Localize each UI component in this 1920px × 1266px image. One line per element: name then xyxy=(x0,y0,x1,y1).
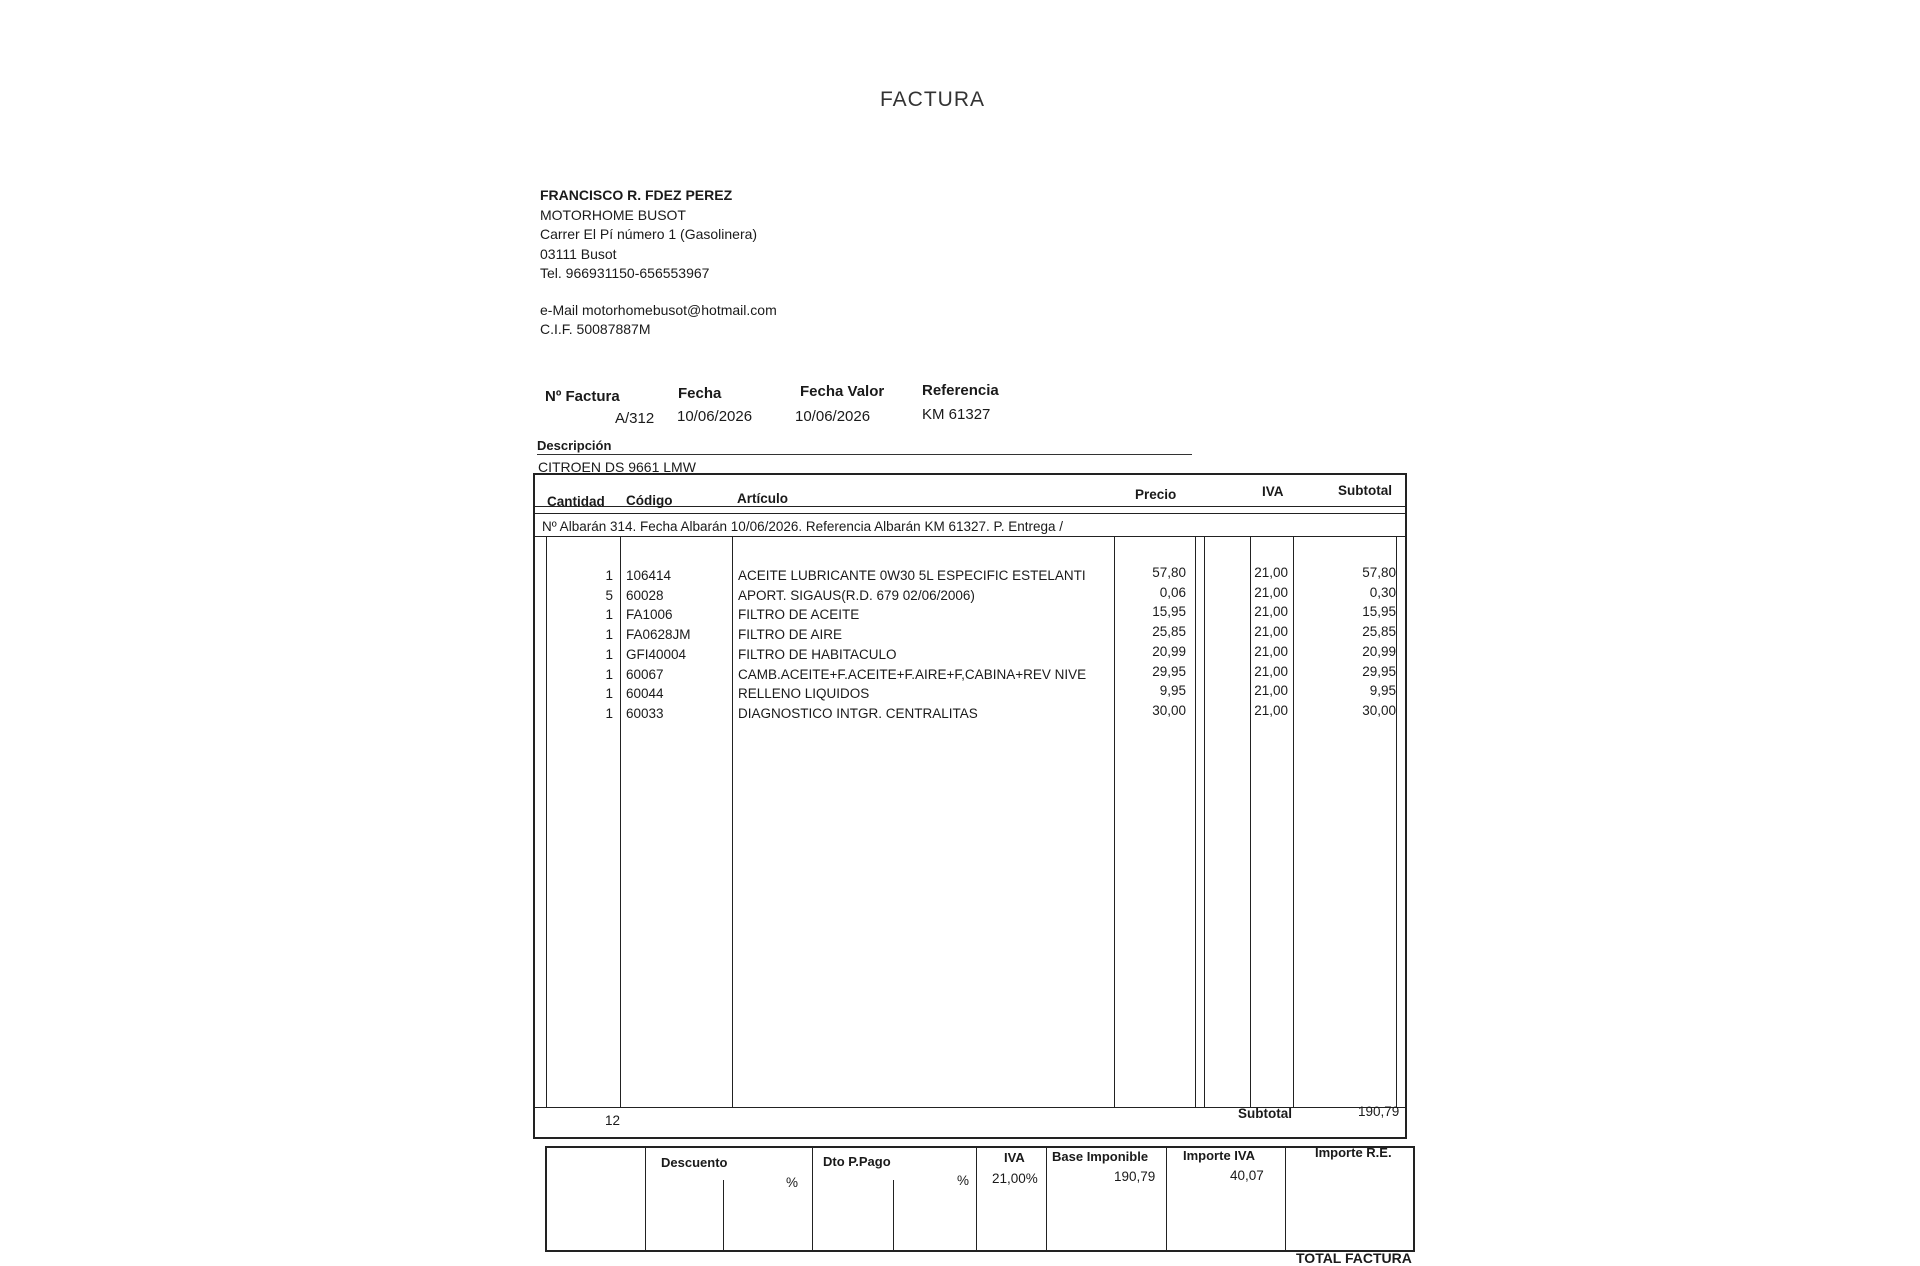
col-divider-vat xyxy=(1250,536,1251,1107)
invoice-date: 10/06/2026 xyxy=(677,408,753,425)
note-rule xyxy=(533,536,1407,537)
row-price: 29,95 xyxy=(1152,663,1186,679)
row-code: GFI40004 xyxy=(626,646,687,662)
summary-divider-7 xyxy=(1166,1146,1167,1252)
dto-percent: % xyxy=(957,1173,970,1188)
reference-value: KM 61327 xyxy=(922,406,991,423)
header-rule-double xyxy=(533,513,1407,514)
summary-divider-6 xyxy=(1046,1146,1047,1252)
summary-divider-1 xyxy=(645,1146,646,1252)
col-divider-article xyxy=(1114,536,1115,1107)
delivery-note: Nº Albarán 314. Fecha Albarán 10/06/2026. Referencia Albarán KM 61327. P. Entrega / xyxy=(542,519,1064,534)
dto-label: Dto P.Pago xyxy=(823,1154,891,1169)
col-header-price: Precio xyxy=(1135,487,1177,502)
description-rule xyxy=(537,454,1192,455)
base-value: 190,79 xyxy=(1114,1169,1156,1184)
row-article: ACEITE LUBRICANTE 0W30 5L ESPECIFIC ESTELANTI xyxy=(738,568,1086,583)
vat-rate-label: IVA xyxy=(1004,1150,1025,1165)
row-qty: 1 xyxy=(605,568,613,583)
col-header-subtotal: Subtotal xyxy=(1338,483,1392,498)
row-code: 60044 xyxy=(626,686,664,702)
row-qty: 1 xyxy=(605,666,613,682)
col-header-article: Artículo xyxy=(737,491,789,506)
description-label: Descripción xyxy=(537,438,612,453)
col-divider-price-b xyxy=(1204,536,1205,1107)
row-qty: 1 xyxy=(605,686,613,702)
row-code: 60033 xyxy=(626,705,664,721)
row-price: 15,95 xyxy=(1152,604,1186,620)
row-vat: 21,00 xyxy=(1254,683,1288,699)
row-subtotal: 57,80 xyxy=(1362,565,1396,580)
vat-amount-label: Importe IVA xyxy=(1183,1148,1255,1163)
col-header-qty: Cantidad xyxy=(547,494,605,509)
row-vat: 21,00 xyxy=(1254,643,1288,659)
seller-cif: C.I.F. 50087887M xyxy=(540,321,651,337)
row-vat: 21,00 xyxy=(1254,604,1288,620)
seller-company: MOTORHOME BUSOT xyxy=(540,206,686,223)
total-invoice-label: TOTAL FACTURA xyxy=(1296,1250,1412,1266)
description-value: CITROEN DS 9661 LMW xyxy=(538,459,696,475)
row-article: CAMB.ACEITE+F.ACEITE+F.AIRE+F,CABINA+REV NIVE xyxy=(738,666,1087,682)
row-price: 57,80 xyxy=(1152,565,1186,580)
row-subtotal: 30,00 xyxy=(1362,702,1396,718)
discount-label: Descuento xyxy=(661,1155,728,1170)
col-divider-code xyxy=(732,536,733,1107)
row-qty: 1 xyxy=(605,627,613,643)
seller-phone: Tel. 966931150-656553967 xyxy=(540,265,710,281)
col-divider-vat-b xyxy=(1293,536,1294,1107)
row-vat: 21,00 xyxy=(1254,565,1288,580)
summary-divider-2 xyxy=(723,1180,724,1252)
seller-city: 03111 Busot xyxy=(540,245,617,262)
row-price: 20,99 xyxy=(1152,643,1186,659)
row-qty: 1 xyxy=(605,705,613,721)
invoice-number-label: Nº Factura xyxy=(545,388,620,405)
row-price: 25,85 xyxy=(1152,624,1186,640)
col-divider-price xyxy=(1195,536,1196,1107)
row-article: FILTRO DE HABITACULO xyxy=(738,646,897,662)
summary-divider-4 xyxy=(893,1180,894,1252)
col-divider-left xyxy=(546,536,547,1107)
row-vat: 21,00 xyxy=(1254,702,1288,718)
row-qty: 1 xyxy=(605,607,613,623)
row-qty: 5 xyxy=(605,587,613,603)
discount-percent: % xyxy=(786,1175,799,1190)
row-subtotal: 9,95 xyxy=(1369,683,1396,699)
row-code: 60067 xyxy=(626,666,664,682)
row-vat: 21,00 xyxy=(1254,624,1288,640)
row-subtotal: 15,95 xyxy=(1362,604,1396,620)
row-vat: 21,00 xyxy=(1254,584,1288,600)
re-amount-label: Importe R.E. xyxy=(1315,1145,1392,1160)
base-label: Base Imponible xyxy=(1052,1149,1149,1164)
summary-divider-8 xyxy=(1285,1146,1286,1252)
row-code: 106414 xyxy=(626,568,672,583)
col-header-vat: IVA xyxy=(1262,484,1284,499)
row-price: 9,95 xyxy=(1159,683,1186,699)
vat-amount-value: 40,07 xyxy=(1230,1168,1264,1183)
row-price: 0,06 xyxy=(1159,584,1186,600)
row-subtotal: 29,95 xyxy=(1362,663,1396,679)
row-code: FA0628JM xyxy=(626,627,691,643)
row-subtotal: 0,30 xyxy=(1369,584,1396,600)
subtotal-value: 190,79 xyxy=(1358,1104,1400,1119)
row-subtotal: 20,99 xyxy=(1362,643,1396,659)
seller-email: e-Mail motorhomebusot@hotmail.com xyxy=(540,301,777,318)
value-date: 10/06/2026 xyxy=(795,408,871,425)
invoice-date-label: Fecha xyxy=(678,385,722,402)
col-divider-right xyxy=(1396,536,1397,1107)
subtotal-label: Subtotal xyxy=(1238,1106,1292,1121)
summary-divider-5 xyxy=(976,1146,977,1252)
row-article: FILTRO DE AIRE xyxy=(738,627,843,643)
row-vat: 21,00 xyxy=(1254,663,1288,679)
row-code: 60028 xyxy=(626,587,664,603)
summary-divider-3 xyxy=(812,1146,813,1252)
seller-name: FRANCISCO R. FDEZ PEREZ xyxy=(540,187,733,203)
total-quantity: 12 xyxy=(605,1113,621,1128)
row-subtotal: 25,85 xyxy=(1362,624,1396,640)
row-code: FA1006 xyxy=(626,607,673,623)
row-article: RELLENO LIQUIDOS xyxy=(738,686,870,702)
row-article: FILTRO DE ACEITE xyxy=(738,607,860,623)
row-article: APORT. SIGAUS(R.D. 679 02/06/2006) xyxy=(738,587,975,603)
reference-label: Referencia xyxy=(922,382,999,399)
seller-address: Carrer El Pí número 1 (Gasolinera) xyxy=(540,226,758,242)
value-date-label: Fecha Valor xyxy=(800,383,885,400)
col-divider-qty xyxy=(620,536,621,1107)
row-article: DIAGNOSTICO INTGR. CENTRALITAS xyxy=(738,705,978,721)
col-header-code: Código xyxy=(626,493,673,508)
row-qty: 1 xyxy=(605,646,613,662)
seller-info xyxy=(540,186,777,340)
invoice-number: A/312 xyxy=(615,410,655,427)
row-price: 30,00 xyxy=(1152,702,1186,718)
vat-rate-value: 21,00% xyxy=(992,1171,1038,1186)
document-title: FACTURA xyxy=(880,88,986,111)
